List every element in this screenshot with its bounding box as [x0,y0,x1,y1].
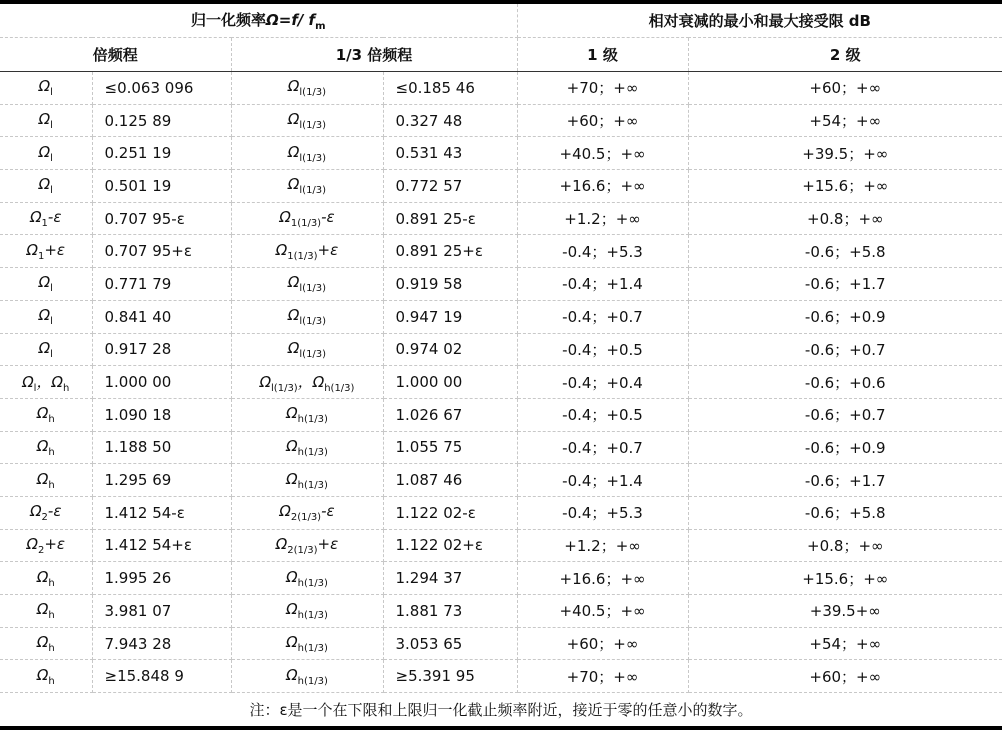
third-octave-value: 0.891 25-ε [383,202,517,235]
symbol-subscript: h [62,382,70,394]
symbol-suffix: +ε [44,240,66,259]
class2-limits: +39.5+∞ [688,595,1002,628]
symbol: Ω [259,372,272,391]
table-row [0,562,1002,595]
symbol-cell [0,627,92,660]
third-octave-value: ≥5.391 95 [383,660,517,693]
symbol-cell [0,464,92,497]
formula: Ω=f/ f [266,11,316,29]
symbol-cell [0,333,92,366]
table-row [0,660,1002,693]
class2-limits: +54；+∞ [688,627,1002,660]
class1-limits: -0.4；+0.4 [517,366,688,399]
symbol-subscript: h(1/3) [297,577,328,589]
symbol: Ω [286,600,298,619]
symbol-suffix: ， [297,372,313,391]
class2-limits: -0.6；+0.7 [688,398,1002,431]
table-row [0,496,1002,529]
class1-header: 1 级 [517,38,688,72]
formula-sub: m [315,21,326,32]
class2-limits: +60；+∞ [688,660,1002,693]
symbol: Ω [38,77,51,96]
symbol-cell [231,562,383,595]
class2-limits: +60；+∞ [688,72,1002,105]
symbol-cell [231,137,383,170]
table-row [0,202,1002,235]
symbol-cell [231,72,383,105]
symbol-suffix: -ε [47,502,62,521]
class2-limits: -0.6；+0.9 [688,300,1002,333]
symbol-cell [231,595,383,628]
symbol: Ω [26,534,38,553]
symbol: Ω [26,240,38,259]
symbol: Ω [287,142,300,161]
class2-limits: -0.6；+0.6 [688,366,1002,399]
third-octave-header: 1/3 倍频程 [231,38,517,72]
symbol: Ω [36,567,49,586]
symbol: Ω [287,175,300,194]
table-note: 注：ε是一个在下限和上限归一化截止频率附近，接近于零的任意小的数字。 [0,693,1002,729]
class2-limits: -0.6；+5.8 [688,235,1002,268]
symbol-subscript: l(1/3) [299,316,327,328]
octave-value: ≤0.063 096 [92,72,231,105]
symbol-cell [231,464,383,497]
third-octave-value: 0.531 43 [383,137,517,170]
table-row [0,235,1002,268]
symbol-subscript: l(1/3) [299,348,327,360]
symbol-suffix: +ε [317,534,339,553]
symbol-cell [231,202,383,235]
symbol: Ω [286,469,298,488]
symbol-subscript: l [50,185,53,197]
symbol-cell [0,72,92,105]
symbol-cell [0,398,92,431]
symbol: Ω [287,110,300,129]
class2-limits: -0.6；+0.9 [688,431,1002,464]
table-row [0,595,1002,628]
symbol-subscript: 2(1/3) [287,544,318,556]
third-octave-value: 1.881 73 [383,595,517,628]
third-octave-value: 1.000 00 [383,366,517,399]
table-row [0,104,1002,137]
class2-limits: +15.6；+∞ [688,562,1002,595]
table-row [0,170,1002,203]
symbol-cell [0,202,92,235]
symbol-subscript: 1(1/3) [290,218,322,230]
symbol: Ω [36,469,49,488]
symbol-suffix: ， [36,372,52,391]
symbol-subscript: h(1/3) [297,643,328,655]
table-row [0,464,1002,497]
symbol-suffix: +ε [44,534,66,553]
octave-value: 0.125 89 [92,104,231,137]
symbol-subscript: h(1/3) [297,414,328,426]
octave-value: 1.000 00 [92,366,231,399]
third-octave-value: 0.327 48 [383,104,517,137]
third-octave-value: 0.919 58 [383,268,517,301]
class1-limits: +40.5；+∞ [517,137,688,170]
class2-limits: +15.6；+∞ [688,170,1002,203]
symbol-subscript: h(1/3) [297,610,328,622]
symbol: Ω [286,404,298,423]
class1-limits: +16.6；+∞ [517,170,688,203]
octave-value: 1.412 54-ε [92,496,231,529]
third-octave-value: 1.122 02+ε [383,529,517,562]
symbol-subscript: h(1/3) [297,446,328,458]
header-text: 归一化频率 [191,11,267,29]
symbol-subscript: h [48,414,55,426]
symbol: Ω [38,306,51,325]
symbol-cell [231,235,383,268]
class1-limits: +1.2；+∞ [517,202,688,235]
symbol-subscript: 1(1/3) [287,250,318,262]
octave-value: 0.771 79 [92,268,231,301]
symbol-subscript: l [33,382,37,394]
class1-limits: +60；+∞ [517,627,688,660]
symbol-cell [231,366,383,399]
symbol-cell [0,431,92,464]
table-row [0,300,1002,333]
symbol-subscript: 2(1/3) [290,512,322,524]
symbol-cell [231,170,383,203]
class1-limits: +16.6；+∞ [517,562,688,595]
symbol: Ω [286,436,298,455]
symbol: Ω [38,338,51,357]
symbol-subscript: h(1/3) [324,382,355,394]
class1-limits: +1.2；+∞ [517,529,688,562]
symbol-cell [0,529,92,562]
symbol-subscript: l [50,348,53,360]
octave-value: 1.090 18 [92,398,231,431]
symbol: Ω [275,534,288,553]
table-row [0,137,1002,170]
symbol-suffix: -ε [47,208,62,227]
table-row [0,529,1002,562]
table-row [0,333,1002,366]
table-row [0,627,1002,660]
symbol-subscript: l [50,152,53,164]
symbol-subscript: l [50,283,53,295]
symbol: Ω [51,372,63,391]
attenuation-header: 相对衰减的最小和最大接受限 dB [517,2,1002,38]
symbol-subscript: l [50,316,53,328]
symbol: Ω [36,436,49,455]
octave-value: 1.295 69 [92,464,231,497]
octave-header: 倍频程 [0,38,231,72]
symbol-cell [0,562,92,595]
symbol-subscript: h [48,675,55,687]
symbol-cell [231,104,383,137]
class2-header: 2 级 [688,38,1002,72]
symbol-cell [0,268,92,301]
symbol: Ω [286,567,298,586]
symbol: Ω [38,175,51,194]
class1-limits: -0.4；+1.4 [517,268,688,301]
symbol: Ω [36,404,49,423]
symbol-subscript: h [48,479,55,491]
symbol-subscript: l(1/3) [299,152,327,164]
class1-limits: -0.4；+0.5 [517,333,688,366]
table-row [0,398,1002,431]
symbol-cell [0,137,92,170]
header-formula [266,11,326,32]
symbol-subscript: 1 [37,250,45,262]
class1-limits: -0.4；+0.5 [517,398,688,431]
octave-value: 1.995 26 [92,562,231,595]
octave-value: 0.707 95+ε [92,235,231,268]
third-octave-value: 1.055 75 [383,431,517,464]
octave-value: 0.501 19 [92,170,231,203]
symbol-cell [231,268,383,301]
symbol: Ω [38,110,51,129]
octave-value: 1.412 54+ε [92,529,231,562]
table-row [0,431,1002,464]
class2-limits: +54；+∞ [688,104,1002,137]
symbol-subscript: 2 [41,512,48,524]
symbol-subscript: l(1/3) [299,87,327,99]
table-row [0,366,1002,399]
symbol-subscript: 2 [37,544,45,556]
symbol: Ω [286,665,298,684]
symbol-cell [231,333,383,366]
symbol-subscript: l(1/3) [299,283,327,295]
third-octave-value: 3.053 65 [383,627,517,660]
class2-limits: +0.8；+∞ [688,529,1002,562]
symbol: Ω [287,338,300,357]
class1-limits: +40.5；+∞ [517,595,688,628]
symbol-subscript: h [48,446,55,458]
octave-value: 0.251 19 [92,137,231,170]
third-octave-value: 0.891 25+ε [383,235,517,268]
symbol-subscript: l(1/3) [299,185,327,197]
class2-limits: +0.8；+∞ [688,202,1002,235]
symbol-cell [231,496,383,529]
symbol: Ω [38,273,51,292]
symbol-subscript: l(1/3) [271,382,298,394]
symbol-cell [0,300,92,333]
octave-value: ≥15.848 9 [92,660,231,693]
class2-limits: +39.5；+∞ [688,137,1002,170]
symbol: Ω [30,208,42,227]
class1-limits: -0.4；+5.3 [517,235,688,268]
symbol-subscript: l [50,87,53,99]
octave-value: 0.917 28 [92,333,231,366]
third-octave-value: 1.026 67 [383,398,517,431]
symbol-subscript: l(1/3) [299,120,327,132]
symbol: Ω [287,77,300,96]
symbol-cell [231,529,383,562]
third-octave-value: 1.122 02-ε [383,496,517,529]
symbol-subscript: h [48,643,55,655]
class1-limits: -0.4；+5.3 [517,496,688,529]
class1-limits: +70；+∞ [517,72,688,105]
class2-limits: -0.6；+1.7 [688,464,1002,497]
third-octave-value: 0.947 19 [383,300,517,333]
normalized-frequency-header [0,2,517,38]
third-octave-value: 1.087 46 [383,464,517,497]
symbol-cell [231,627,383,660]
class1-limits: +60；+∞ [517,104,688,137]
symbol-subscript: h(1/3) [297,479,328,491]
symbol-cell [0,366,92,399]
third-octave-value: 1.294 37 [383,562,517,595]
symbol-cell [0,595,92,628]
class1-limits: +70；+∞ [517,660,688,693]
symbol-cell [231,398,383,431]
third-octave-value: ≤0.185 46 [383,72,517,105]
symbol: Ω [312,372,325,391]
class1-limits: -0.4；+0.7 [517,300,688,333]
symbol-subscript: h [48,610,55,622]
symbol-suffix: +ε [317,240,339,259]
symbol: Ω [38,142,51,161]
symbol-cell [231,300,383,333]
symbol: Ω [36,600,49,619]
symbol: Ω [287,306,300,325]
symbol-cell [231,431,383,464]
symbol-suffix: -ε [321,502,335,521]
symbol: Ω [36,633,49,652]
class2-limits: -0.6；+0.7 [688,333,1002,366]
symbol: Ω [22,372,34,391]
symbol-cell [0,170,92,203]
class1-limits: -0.4；+0.7 [517,431,688,464]
symbol-subscript: h(1/3) [297,675,328,687]
symbol: Ω [287,273,300,292]
class1-limits: -0.4；+1.4 [517,464,688,497]
symbol-subscript: l [50,120,53,132]
symbol-cell [0,660,92,693]
symbol: Ω [279,208,291,227]
symbol: Ω [279,502,291,521]
symbol-cell [0,104,92,137]
symbol-cell [0,235,92,268]
symbol-cell [0,496,92,529]
symbol: Ω [275,240,288,259]
symbol-subscript: 1 [41,218,48,230]
symbol-subscript: h [48,577,55,589]
class2-limits: -0.6；+5.8 [688,496,1002,529]
table-row [0,72,1002,105]
third-octave-value: 0.974 02 [383,333,517,366]
octave-value: 0.841 40 [92,300,231,333]
table-row [0,268,1002,301]
symbol-suffix: -ε [321,208,335,227]
octave-value: 7.943 28 [92,627,231,660]
third-octave-value: 0.772 57 [383,170,517,203]
octave-value: 0.707 95-ε [92,202,231,235]
symbol: Ω [36,665,49,684]
symbol: Ω [286,633,298,652]
octave-value: 1.188 50 [92,431,231,464]
class2-limits: -0.6；+1.7 [688,268,1002,301]
symbol: Ω [30,502,42,521]
octave-value: 3.981 07 [92,595,231,628]
symbol-cell [231,660,383,693]
